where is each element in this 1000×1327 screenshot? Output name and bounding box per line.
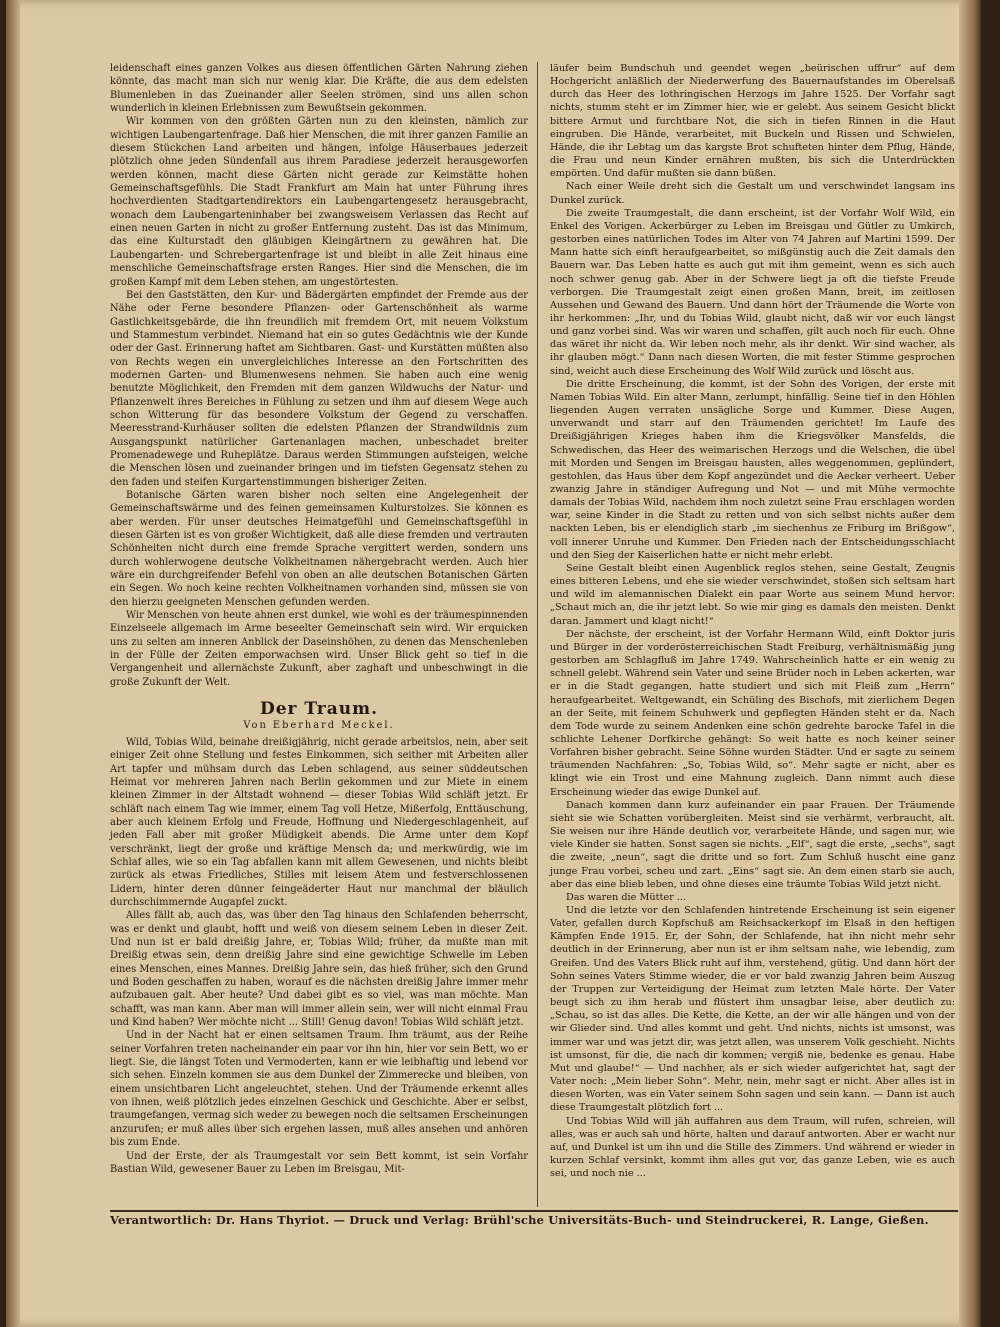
essay-paragraph-5: Wir Menschen von heute ahnen erst dunkel, wie wohl es der träumespinnenden Einzelseele allgemach im Arme beseelter Gemeinschaft sein wird. Wir erquicken uns zu selten am inneren Anblick der Daseinshöhen, zu denen das Menschenleben in der Fülle der Zeiten emporwachsen wird. Unser Blick geht so tief in die Vergangenheit und allernächste Zukunft, aber zaghaft und unbeschwingt in die große Zukunft der Welt.	[110, 610, 528, 688]
imprint-line: Verantwortlich: Dr. Hans Thyriot. — Druck und Verlag: Brühl'sche Universitäts-Buch- und Steindruckerei, R. Lange, Gießen.	[110, 1213, 929, 1227]
essay-paragraph-4: Botanische Gärten waren bisher noch selten eine Angelegenheit der Gemeinschaftswärme und des feinen gemeinsamen Kulturstolzes. Sie können es aber werden. Für unser deutsches Heimatgefühl und Gemeinschaftsgefühl in diesen Gärten ist es von großer Wichtigkeit, daß alle diese fremden und vertrauten Schönheiten nicht durch eine fremde Sprache vergittert werden, sondern uns durch wohlerwogene deutsche Volkheitnamen nähergebracht werden. Auch hier wäre ein durchgreifender Befehl von oben an alle deutschen Botanischen Gärten ein Segen. Wo noch keine rechten Volkheitnamen vorhanden sind, müssen sie von den hierzu geeigneten Menschen gefunden werden.	[110, 490, 528, 608]
story-paragraph-2: Alles fällt ab, auch das, was über den Tag hinaus den Schlafenden beherrscht, was er denkt und glaubt, hofft und weiß von diesem seinem Leben in dieser Zeit. Und nun ist er bald dreißig Jahre, er, Tobias Wild; früher, da mußte man mit Dreißig etwas sein, denn dreißig Jahre sind eine gewichtige Schwelle im Leben eines Menschen, eines Mannes. Dreißig Jahre sein, das hieß früher, sich den Grund und Boden geschaffen zu haben, worauf es die nächsten dreißig Jahre immer mehr aufzubauen galt. Aber heute? Und dabei gibt es so viel, was man möchte. Man schafft, was man kann. Aber man will immer allein sein, wer will nicht einmal Frau und Kind haben? Wer möchte nicht ... Still! Genug davon! Tobias Wild schläft jetzt.	[110, 910, 528, 1029]
essay-paragraph-1: leidenschaft eines ganzen Volkes aus diesen öffentlichen Gärten Nahrung ziehen könnte, das macht man sich nur wenig klar. Die Kräfte, die aus dem edelsten Blumenleben in das Zueinander aller Seelen strömen, sind uns allen schon wunderlich in kleinen Erlebnissen zum Bewußtsein gekommen.	[110, 63, 528, 115]
column-divider	[537, 62, 538, 1207]
story-continued-5: Seine Gestalt bleibt einen Augenblick reglos stehen, seine Gestalt, Zeugnis eines bitteren Lebens, und ehe sie wieder verschwindet, stoßen sich seltsam hart und wild im alemannischen Dialekt ein paar Worte aus seinem Mund hervor: „Schaut mich an, die ihr jetzt lebt. So wie mir ging es damals den meisten. Denkt daran. Jammert und klagt nicht!“	[550, 562, 955, 627]
story-continued-3: Die zweite Traumgestalt, die dann erscheint, ist der Vorfahr Wolf Wild, ein Enkel des Vorigen. Ackerbürger zu Leben im Breisgau und Gütler zu Umkirch, gestorben eines natürlichen Todes im Alter von 74 Jahren auf Martini 1599. Der Mann hatte sich einft heraufgearbeitet, so mißgünstig auch die Zeit damals den Bauern war. Das Leben hatte es auch gut mit ihm gemeint, wenn es sich auch noch schwer genug gab. Aber in der Schwere liegt ja oft die tiefste Freude verborgen. Die Traumgestalt zeigt einen großen Mann, breit, im zeitlosen Aussehen und Gewand des Bauern. Und dann hört der Träumende die Worte von ihr herkommen: „Ihr, und du Tobias Wild, glaubt nicht, daß wir vor euch längst und ganz vorbei sind. Was wir waren und schaffen, gilt auch noch für euch. Ohne das wäret ihr nicht da. Wir leben noch mehr, als ihr denkt. Wir sind wacher, als ihr glauben mögt.“ Dann nach diesen Worten, die mit fester Stimme gesprochen sind, weicht auch diese Erscheinung des Wolf Wild zurück und löscht aus.	[550, 207, 955, 377]
story-continued-2: Nach einer Weile dreht sich die Gestalt um und verschwindet langsam ins Dunkel zurück.	[550, 181, 955, 206]
essay-paragraph-2: Wir kommen von den größten Gärten nun zu den kleinsten, nämlich zur wichtigen Laubengartenfrage. Daß hier Menschen, die mit ihrer ganzen Familie an diesem Stückchen Land arbeiten und hängen, infolge Häuserbaues jederzeit plötzlich ohne jeden Sündenfall aus ihrem Paradiese jederzeit herausgeworfen werden können, macht diese Gärten nicht gerade zur Keimstätte hohen Gemeinschaftsgefühls. Die Stadt Frankfurt am Main hat unter Führung ihres hochverdienten Stadtgartendirektors ein Laubengartengesetz herausgebracht, wonach dem Laubengarteninhaber bei zwangsweisem Verlassen das Recht auf einen neuen Garten in nicht zu großer Entfernung zusteht. Das ist das Minimum, das eine Kulturstadt den gläubigen Kleingärtnern zu gewähren hat. Die Laubengarten- und Schrebergartenfrage ist und bleibt in alle Zeit hinaus eine menschliche Gemeinschaftsfrage ersten Ranges. Hier sind die Menschen, die im großen Kampf mit dem Leben stehen, am ungestörtesten.	[110, 116, 528, 288]
story-title: Der Traum.	[259, 699, 379, 720]
story-author: Von Eberhard Meckel.	[243, 719, 395, 731]
page-edge-left	[6, 0, 20, 1327]
left-column	[110, 62, 528, 1176]
story-paragraph-3: Und in der Nacht hat er einen seltsamen Traum. Ihm träumt, aus der Reihe seiner Vorfahren treten nacheinander ein paar vor ihn hin, hier vor sein Bett, wo er liegt. Sie, die längst Toten und Vermoderten, kann er wie leibhaftig und lebend vor sich sehen. Einzeln kommen sie aus dem Dunkel der Zimmerecke und bleiben, von einem unsichtbaren Licht angeleuchtet, stehen. Und der Träumende erkennt alles von ihnen, weiß plötzlich jedes einzelnen Geschick und Geschichte. Aber er selbst, traumgefangen, vermag sich weder zu bewegen noch die seltsamen Erscheinungen anzurufen; er muß alles über sich ergehen lassen, muß alles ansehen und anhören bis zum Ende.	[110, 1030, 528, 1149]
story-paragraph-4: Und der Erste, der als Traumgestalt vor sein Bett kommt, ist sein Vorfahr Bastian Wild, gewesener Bauer zu Leben im Breisgau, Mit-	[110, 1150, 528, 1175]
story-continued-10: Und Tobias Wild will jäh auffahren aus dem Traum, will rufen, schreien, will alles, was er auch sah und hörte, halten und darauf antworten. Aber er wacht nur auf, und Dunkel ist um ihn und die Stille des Zimmers. Und während er wieder in kurzen Schlaf versinkt, kommt ihm alles gut vor, das ganze Leben, wie es auch sei, und noch nie ...	[550, 1115, 955, 1180]
essay-paragraph-3: Bei den Gaststätten, den Kur- und Bädergärten empfindet der Fremde aus der Nähe oder Ferne besondere Pflanzen- oder Gartenschönheit als warme Gastlichkeitsgebärde, die ihn freundlich mit fremdem Ort, mit neuem Volkstum und Stammestum verbindet. Niemand hat ein so gutes Gedächtnis wie der Kunde oder der Gast. Erinnerung haftet am Sichtbaren. Gast- und Kurstätten müßten also von Rechts wegen ein unvergleichliches Interesse an den Fortschritten des modernen Garten- und Blumenwesens nehmen. Sie haben auch eine wenig benutzte Möglichkeit, den Fremden mit dem ganzen Wildwuchs der Natur- und Pflanzenwelt ihres Bereiches in Fühlung zu setzen und ihm auf diesem Wege auch schon Witterung für das besondere Volkstum der Gegend zu verschaffen. Meeresstrand-Kurhäuser sollten die edelsten Pflanzen der Strandwildnis zum Ausgangspunkt natürlicher Gartenanlagen machen, unbeschadet breiter Promenadewege und Ruheplätze. Daraus werden Stimmungen aufsteigen, welche die Menschen lösen und zueinander bringen und im tiefsten Gegensatz stehen zu den faden und steifen Kurgartenstimmungen bisheriger Zeiten.	[110, 289, 528, 488]
page-edge-right	[959, 0, 981, 1327]
story-continued-4: Die dritte Erscheinung, die kommt, ist der Sohn des Vorigen, der erste mit Namen Tobias Wild. Ein alter Mann, zerlumpt, hinfällig. Seine tief in den Höhlen liegenden Augen verraten unsägliche Sorge und Kummer. Diese Augen, unverwandt und starr auf den Träumenden gerichtet! Im Laufe des Dreißigjährigen Krieges haben ihm die Kriegsvölker Mansfelds, die Schwedischen, das Heer des weimarischen Herzogs und die Welschen, die übel mit Morden und Sengen im Breisgau hausten, alles weggenommen, geplündert, gestohlen, das Haus über dem Kopf angezündet und die Aecker verheert. Ueber zwanzig Jahre in ständiger Aufregung und Not — und mit Mühe vermochte damals der Tobias Wild, nachdem ihm noch zuletzt seine Frau erschlagen worden war, seine Kinder in die Stadt zu retten und von sich selbst nichts außer dem nackten Leben, bis er elendiglich starb „im siechenhus ze Friburg im Brißgow“, voll innerer Unruhe und Kummer. Den Frieden nach der Entscheidungsschlacht und den Sieg der Kaiserlichen hatte er nicht mehr erlebt.	[550, 378, 955, 561]
right-column	[550, 62, 955, 1180]
story-continued-1: läufer beim Bundschuh und geendet wegen „beürischen uffrur“ auf dem Hochgericht anläßlich der Niederwerfung des Bauernaufstandes im Oberelsaß durch das Heer des lothringischen Herzogs im Jahre 1525. Der Vorfahr sagt nichts, stumm steht er im Zimmer hier, wie er gelebt. Aus seinem Gesicht blickt bittere Armut und furchtbare Not, die sich in tiefen Rinnen in die Haut eingruben. Die Hände, verarbeitet, mit Buckeln und Rissen und Schwielen, Hände, die ihr Lebtag um das kargste Brot schufteten hinter dem Pflug, Hände, die Frau und neun Kinder ernähren mußten, bis sich die Unterdrückten empörten. Und dafür mußten sie dann büßen.	[550, 63, 955, 180]
story-continued-7: Danach kommen dann kurz aufeinander ein paar Frauen. Der Träumende sieht sie wie Schatten vorübergleiten. Meist sind sie verhärmt, verbraucht, alt. Sie weisen nur ihre Hände deutlich vor, verarbeitete Hände, und sagen nur, wie viele Kinder sie hatten. Sonst sagen sie nichts. „Elf“, sagt die erste, „sechs“, sagt die zweite, „neun“, sagt die dritte und so fort. Zum Schluß huscht eine ganz junge Frau vorbei, scheu und zart. „Eins“ sagt sie. An dem einen starb sie auch, aber das eine blieb leben, und ohne dieses eine träumte Tobias Wild jetzt nicht.	[550, 799, 955, 890]
story-continued-6: Der nächste, der erscheint, ist der Vorfahr Hermann Wild, einft Doktor juris und Bürger in der vorderösterreichischen Stadt Freiburg, verhältnismäßig jung gestorben am Schlagfluß im Jahre 1749. Wahrscheinlich hatte er ein wenig zu schnell gelebt. Während sein Vater und seine Brüder noch in Leben ackerten, war er in die Stadt gegangen, hatte studiert und sich mit Fleiß zum „Herrn“ heraufgearbeitet. Weltgewandt, ein Schüling des Bischofs, mit zierlichem Degen an der Seite, mit feinem Schuhwerk und gepflegten Händen steht er da. Nach dem Tode wurde zu seinem Andenken eine schön gedrehte barocke Tafel in die schlichte Lehener Dorfkirche gehängt: So weit hatte es noch keiner seiner Vorfahren bisher gebracht. Seine Söhne wurden Städter. Und er sagte zu seinem träumenden Nachfahren: „So, Tobias Wild, so“. Mehr sagte er nicht, aber es klingt wie ein Trost und eine Mahnung zugleich. Dann nimmt auch diese Erscheinung wieder das ewige Dunkel auf.	[550, 628, 955, 798]
story-continued-9: Und die letzte vor den Schlafenden hintretende Erscheinung ist sein eigener Vater, gefallen durch Kopfschuß am Reichsackerkopf im Elsaß in den heftigen Kämpfen Ende 1915. Er, der Sohn, der Schlafende, hat ihn nicht mehr sehr deutlich in der Erinnerung, aber nun ist er ihm seltsam nahe, wie lebendig, zum Greifen. Und des Vaters Blick ruht auf ihm, verstehend, gütig. Und dann hört der Sohn seines Vaters Stimme wieder, die er vor bald zwanzig Jahren beim Auszug der Truppen zur Verteidigung der Heimat zum letzten Male hörte. Der Vater beugt sich zu ihm herab und flüstert ihm unsagbar leise, aber deutlich zu: „Schau, so ist das alles. Die Kette, die Kette, an der wir alle hängen und von der wir Glieder sind. Und alles kommt und geht. Und nichts, nichts ist umsonst, was immer war und was jetzt dir, was jetzt allen, was unserem Volk geschieht. Nichts ist umsonst, für die, die nach dir kommen; vergiß nie, bedenke es genau. Habe Mut und glaube!“ — Und nachher, als er sich wieder aufgerichtet hat, sagt der Vater noch: „Mein lieber Sohn“. Mehr, nein, mehr sagt er nicht. Aber alles ist in diesen Worten, was ein Vater seinem Sohn sagen und sein kann. — Dann ist auch diese Traumgestalt plötzlich fort ...	[550, 905, 955, 1114]
footer-rule	[110, 1210, 958, 1212]
story-continued-8: Das waren die Mütter ...	[566, 891, 687, 903]
story-paragraph-1: Wild, Tobias Wild, beinahe dreißigjährig, nicht gerade arbeitslos, nein, aber seit einiger Zeit ohne Stellung und festes Einkommen, sich seither mit Arbeiten aller Art tapfer und mühsam durch das Leben schlagend, aus seiner süddeutschen Heimat vor mehreren Jahren nach Berlin gekommen und zur Miete in einem kleinen Zimmer in der Altstadt wohnend — dieser Tobias Wild schläft jetzt. Er schläft nach einem Tag wie immer, einem Tag voll Hetze, Mißerfolg, Enttäuschung, aber auch kleinem Erfolg und Freude, Hoffnung und Niedergeschlagenheit, auf jeden Fall aber mit großer Müdigkeit abends. Die Arme unter dem Kopf verschränkt, liegt der große und kräftige Mensch da; und merkwürdig, wie im Schlaf alles, wie so ein Tag abfallen kann mit allem Gewesenen, und nichts bleibt zurück als etwas Friedliches, Stilles mit leisem Atem und festverschlossenen Lidern, hinter deren dünner feingeäderter Haut nur manchmal der bläulich durchschimmernde Augapfel zuckt.	[110, 736, 528, 908]
